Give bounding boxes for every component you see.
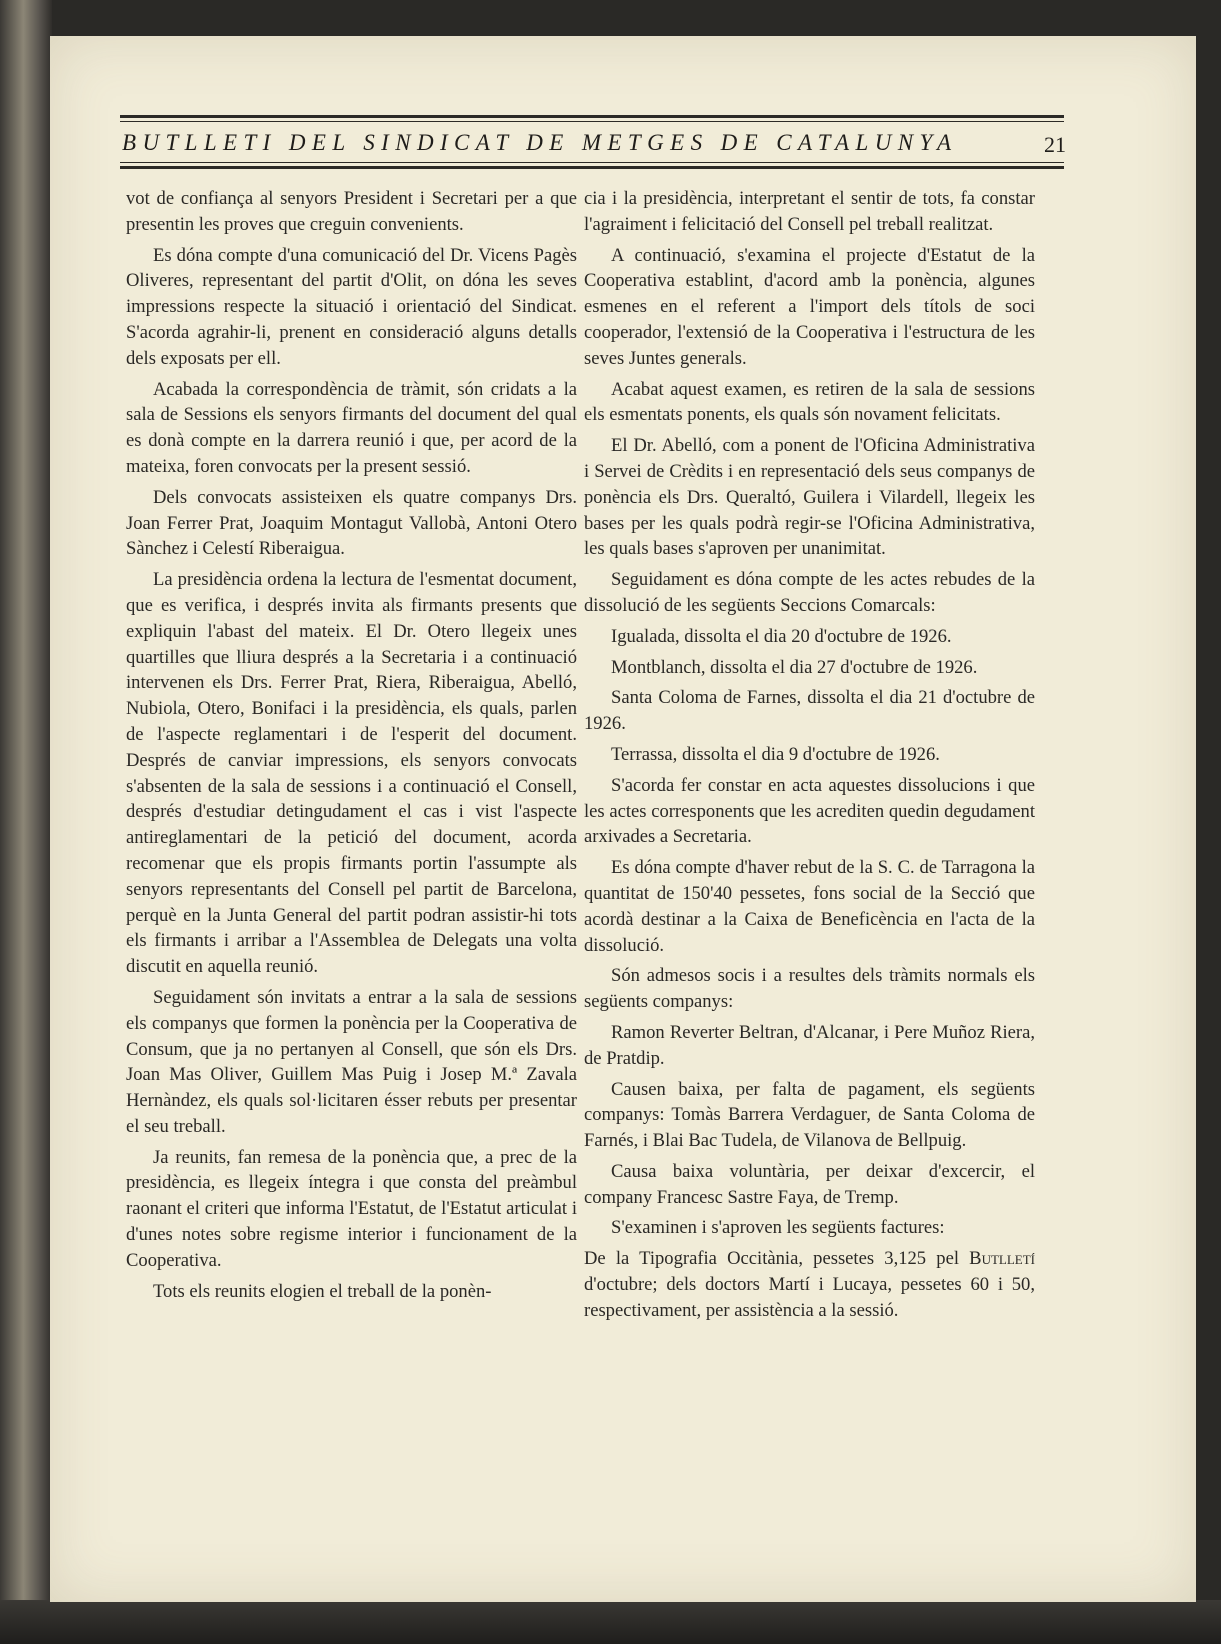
paragraph: Acabat aquest examen, es retiren de la sala de sessions els esmentats ponents, els quals són novament felicitats. <box>584 378 1035 426</box>
page-number: 21 <box>1044 132 1066 157</box>
paragraph: Es dóna compte d'una comunicació del Dr. Vicens Pagès Oliveres, representant del partit d'Olit, on dóna les seves impressions respecte la situació i orientació del Sindicat. S'acorda agrahir-li, prenent en consideració alguns detalls dels exposats per ell. <box>126 244 577 369</box>
text-column-left <box>126 186 577 1309</box>
list-item: Santa Coloma de Farnes, dissolta el dia 21 d'octubre de 1926. <box>584 687 1035 735</box>
header-rule <box>120 115 1064 118</box>
document-page <box>50 36 1196 1602</box>
paragraph: Seguidament es dóna compte de les actes rebudes de la dissolució de les següents Seccions Comarcals: <box>584 569 1035 616</box>
publication-name: Butlletí <box>969 1248 1035 1270</box>
paragraph: Causen baixa, per falta de pagament, els següents companys: Tomàs Barrera Verdaguer, de Santa Coloma de Farnés, i Blai Bac Tudela, de Vilanova de Bellpuig. <box>584 1078 1035 1152</box>
paragraph: El Dr. Abelló, com a ponent de l'Oficina Administrativa i Servei de Crèdits i en representació dels seus companys de ponència els Drs. Queraltó, Guilera i Vilardell, llegeix les bases per les quals podrà regir-se l'Oficina Administrativa, les quals bases s'aproven per unanimitat. <box>584 435 1035 560</box>
running-head: BUTLLETI DEL SINDICAT DE METGES DE CATALUNYA <box>122 130 958 155</box>
scan-edge-left <box>0 0 52 1644</box>
paragraph <box>584 1246 1035 1323</box>
paragraph: vot de confiança al senyors President i Secretari per a que presentin les proves que creguin convenients. <box>126 188 577 235</box>
paragraph: Tots els reunits elogien el treball de la ponèn- <box>153 1280 492 1302</box>
text-column-right <box>584 186 1035 1329</box>
paragraph: Causa baixa voluntària, per deixar d'excercir, el company Francesc Sastre Faya, de Tremp. <box>584 1160 1035 1208</box>
paragraph: La presidència ordena la lectura de l'esmentat document, que es verifica, i després invita als firmants presents que expliquin l'abast del mateix. El Dr. Otero llegeix unes quartilles que lliura després a la Secretaria i a continuació intervenen els Drs. Ferrer Prat, Riera, Riberaigua, Abelló, Nubiola, Otero, Bonifaci i la presidència, els quals, parlen de l'aspecte reglamentari i de l'esperit del document. Després de canviar impressions, els senyors convocats s'absenten de la sala de sessions i a continuació el Consell, després d'estudiar detingudament el cas i vist l'aspecte antireglamentari de la petició del document, acorda recomenar que els propis firmants portin l'assumpte als senyors representants del Consell pel partit de Barcelona, perquè en la Junta General del partit podran assistir-hi tots els firmants i arribar a l'Assemblea de Delegats una volta discutit en aquella reunió. <box>126 569 577 978</box>
paragraph: Ramon Reverter Beltran, d'Alcanar, i Pere Muñoz Riera, de Pratdip. <box>584 1021 1035 1069</box>
invoice-text: d'octubre; dels doctors Martí i Lucaya, pessetes 60 i 50, respectivament, per assistència a la sessió. <box>584 1274 1035 1321</box>
invoice-text: De la Tipografia Occitània, pessetes 3,125 pel <box>584 1248 970 1270</box>
paragraph: cia i la presidència, interpretant el sentir de tots, fa constar l'agraiment i felicitació del Consell pel treball realitzat. <box>584 188 1035 235</box>
header-rule <box>120 121 1064 122</box>
header-rule <box>120 162 1064 163</box>
list-item: Terrassa, dissolta el dia 9 d'octubre de 1926. <box>611 743 940 765</box>
paragraph: Seguidament són invitats a entrar a la sala de sessions els companys que formen la ponència per la Cooperativa de Consum, que ja no pertanyen al Consell, que són els Drs. Joan Mas Oliver, Guillem Mas Puig i Josep M.ª Zavala Hernàndez, els quals sol·licitaren ésser rebuts per presentar el seu treball. <box>126 986 577 1137</box>
paragraph: Són admesos socis i a resultes dels tràmits normals els següents companys: <box>584 965 1035 1013</box>
paragraph: Es dóna compte d'haver rebut de la S. C. de Tarragona la quantitat de 150'40 pessetes, fons social de la Secció que acordà destinar a la Caixa de Beneficència en l'acta de la dissolució. <box>584 857 1035 956</box>
list-item: Montblanch, dissolta el dia 27 d'octubre de 1926. <box>611 656 978 678</box>
paragraph: A continuació, s'examina el projecte d'Estatut de la Cooperativa establint, d'acord amb la ponència, algunes esmenes en el referent a l'import dels títols de soci cooperador, l'extensió de la Cooperativa i l'estructura de les seves Juntes generals. <box>584 244 1035 369</box>
paragraph: Dels convocats assisteixen els quatre companys Drs. Joan Ferrer Prat, Joaquim Montagut Vallobà, Antoni Otero Sànchez i Celestí Riberaigua. <box>126 486 577 560</box>
paragraph: S'examinen i s'aproven les següents factures: <box>611 1217 945 1239</box>
paragraph: Acabada la correspondència de tràmit, són cridats a la sala de Sessions els senyors firmants del document del qual es donà compte en la darrera reunió i que, per acord de la mateixa, foren convocats per la present sessió. <box>126 378 577 477</box>
paragraph: S'acorda fer constar en acta aquestes dissolucions i que les actes corresponents que les acrediten quedin degudament arxivades a Secretaria. <box>584 774 1035 848</box>
scan-edge-bottom <box>0 1600 1221 1644</box>
header-rule <box>120 166 1064 169</box>
list-item: Igualada, dissolta el dia 20 d'octubre de 1926. <box>611 625 952 647</box>
paragraph: Ja reunits, fan remesa de la ponència que, a prec de la presidència, es llegeix íntegra i que consta del preàmbul raonant el criteri que informa l'Estatut, de l'Estatut articulat i d'unes notes sobre regisme interior i funcionament de la Cooperativa. <box>126 1146 577 1271</box>
